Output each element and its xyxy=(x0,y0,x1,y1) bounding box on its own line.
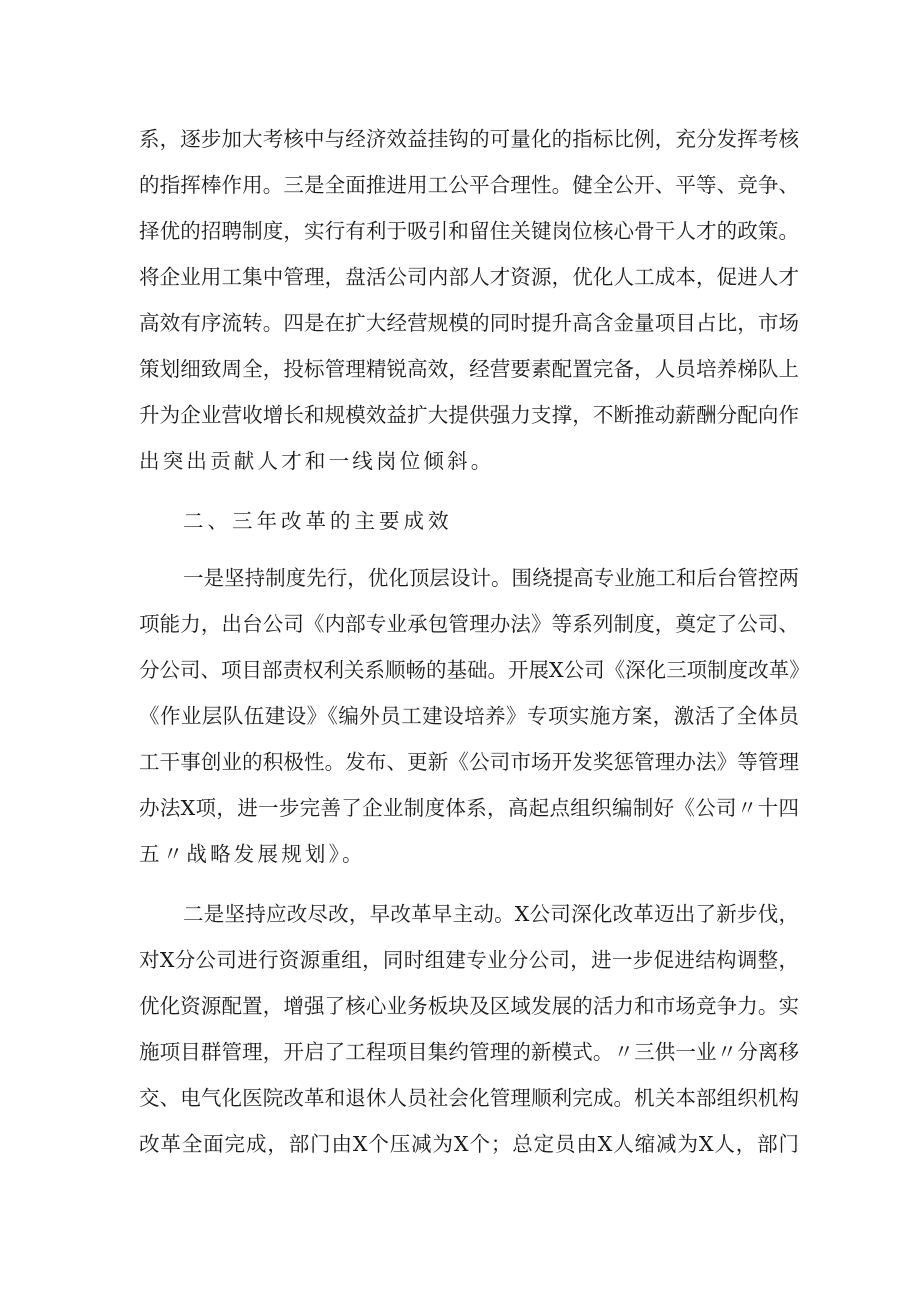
paragraph-line: 项能力，出台公司《内部专业承包管理办法》等系列制度，奠定了公司、 xyxy=(139,612,799,636)
paragraph-line: 将企业用工集中管理，盘活公司内部人才资源，优化人工成本，促进人才 xyxy=(139,265,799,289)
paragraph-line: 择优的招聘制度，实行有利于吸引和留住关键岗位核心骨干人才的政策。 xyxy=(139,219,799,243)
paragraph-line: 一是坚持制度先行，优化顶层设计。围绕提高专业施工和后台管控两 xyxy=(183,566,799,590)
paragraph-line: 对X分公司进行资源重组，同时组建专业分公司，进一步促进结构调整， xyxy=(139,948,799,972)
paragraph-line: 升为企业营收增长和规模效益扩大提供强力支撑，不断推动薪酬分配向作 xyxy=(139,403,799,427)
paragraph-line: 优化资源配置，增强了核心业务板块及区域发展的活力和市场竞争力。实 xyxy=(139,994,799,1018)
paragraph-line: 工干事创业的积极性。发布、更新《公司市场开发奖惩管理办法》等管理 xyxy=(139,750,799,774)
paragraph-line: 的指挥棒作用。三是全面推进用工公平合理性。健全公开、平等、竞争、 xyxy=(139,173,799,197)
paragraph-line: 高效有序流转。四是在扩大经营规模的同时提升高含金量项目占比，市场 xyxy=(139,311,799,335)
paragraph-line: 《作业层队伍建设》《编外员工建设培养》专项实施方案，激活了全体员 xyxy=(139,704,799,728)
paragraph-line: 交、电气化医院改革和退休人员社会化管理顺利完成。机关本部组织机构 xyxy=(139,1086,799,1110)
paragraph-line: 五〃战略发展规划》。 xyxy=(139,842,366,866)
paragraph-line: 办法X项，进一步完善了企业制度体系，高起点组织编制好《公司〃十四 xyxy=(139,796,799,820)
paragraph-line: 策划细致周全，投标管理精锐高效，经营要素配置完备，人员培养梯队上 xyxy=(139,357,799,381)
paragraph-line: 二是坚持应改尽改，早改革早主动。X公司深化改革迈出了新步伐， xyxy=(183,902,799,926)
paragraph-line: 施项目群管理，开启了工程项目集约管理的新模式。〃三供一业〃分离移 xyxy=(139,1040,799,1064)
section-heading: 二、三年改革的主要成效 xyxy=(183,509,453,533)
paragraph-line: 分公司、项目部责权利关系顺畅的基础。开展X公司《深化三项制度改革》 xyxy=(139,658,810,682)
paragraph-line: 系，逐步加大考核中与经济效益挂钩的可量化的指标比例，充分发挥考核 xyxy=(139,127,799,151)
paragraph-line: 出突出贡献人才和一线岗位倾斜。 xyxy=(139,449,495,473)
paragraph-line: 改革全面完成，部门由X个压减为X个；总定员由X人缩减为X人，部门 xyxy=(139,1132,799,1156)
